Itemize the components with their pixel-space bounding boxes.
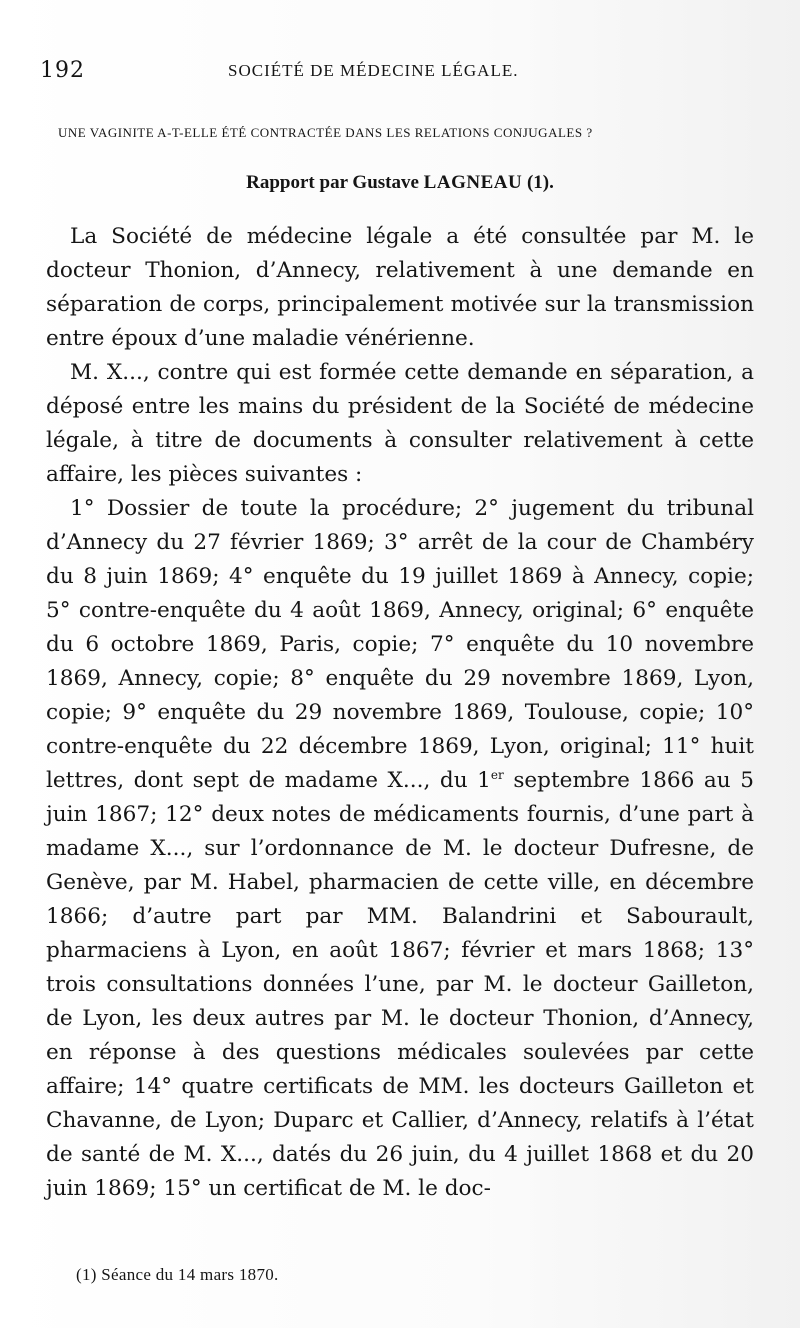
running-head <box>40 58 760 88</box>
ordinal-superscript: er <box>490 767 504 782</box>
footnote-reference: (1). <box>526 172 554 193</box>
article-title: UNE VAGINITE A-T-ELLE ÉTÉ CONTRACTÉE DANS LES RELATIONS CONJUGALES ? <box>58 125 593 140</box>
running-title: SOCIÉTÉ DE MÉDECINE LÉGALE. <box>228 61 519 80</box>
footnote: (1) Séance du 14 mars 1870. <box>76 1265 279 1284</box>
paragraph-3-part-b: septembre 1866 au 5 juin 1867; 12° deux notes de médicaments fournis, d’une part à madame X..., sur l’ordonnance de M. le docteur Dufresne, de Genève, par M. Habel, pharmacien de cette ville, en décembre 1866; d’autre part par MM. Balandrini et Sabourault, pharmaciens à Lyon, en août 1867; février et mars 1868; 13° trois consultations données l’une, par M. le docteur Gailleton, de Lyon, les deux autres par M. le docteur Thonion, d’Annecy, en réponse à des questions médicales soulevées par cette affaire; 14° quatre certificats de MM. les docteurs Gailleton et Chavanne, de Lyon; Duparc et Callier, d’Annecy, relatifs à l’état de santé de M. X..., datés du 26 juin, du 4 juillet 1868 et du 20 juin 1869; 15° un certificat de M. le doc- <box>46 768 754 1201</box>
paragraph-3 <box>46 492 754 1206</box>
page-number: 192 <box>40 58 85 83</box>
byline-prefix: Rapport par Gustave <box>246 172 419 193</box>
byline <box>0 172 800 194</box>
paragraph-2: M. X..., contre qui est formée cette demande en séparation, a déposé entre les mains du président de la Société de médecine légale, à titre de documents à consulter relativement à cette affaire, les pièces suivantes : <box>46 360 754 487</box>
paragraph-1: La Société de médecine légale a été consultée par M. le docteur Thonion, d’Annecy, relativement à une demande en séparation de corps, principalement motivée sur la transmission entre époux d’une maladie vénérienne. <box>46 224 754 351</box>
byline-author: LAGNEAU <box>423 172 523 193</box>
article-body <box>46 220 754 1206</box>
paragraph-3-part-a: 1° Dossier de toute la procédure; 2° jugement du tribunal d’Annecy du 27 février 1869; 3° arrêt de la cour de Chambéry du 8 juin 1869; 4° enquête du 19 juillet 1869 à Annecy, copie; 5° contre-enquête du 4 août 1869, Annecy, original; 6° enquête du 6 octobre 1869, Paris, copie; 7° enquête du 10 novembre 1869, Annecy, copie; 8° enquête du 29 novembre 1869, Lyon, copie; 9° enquête du 29 novembre 1869, Toulouse, copie; 10° contre-enquête du 22 décembre 1869, Lyon, original; 11° huit lettres, dont sept de madame X..., du 1 <box>46 496 754 793</box>
